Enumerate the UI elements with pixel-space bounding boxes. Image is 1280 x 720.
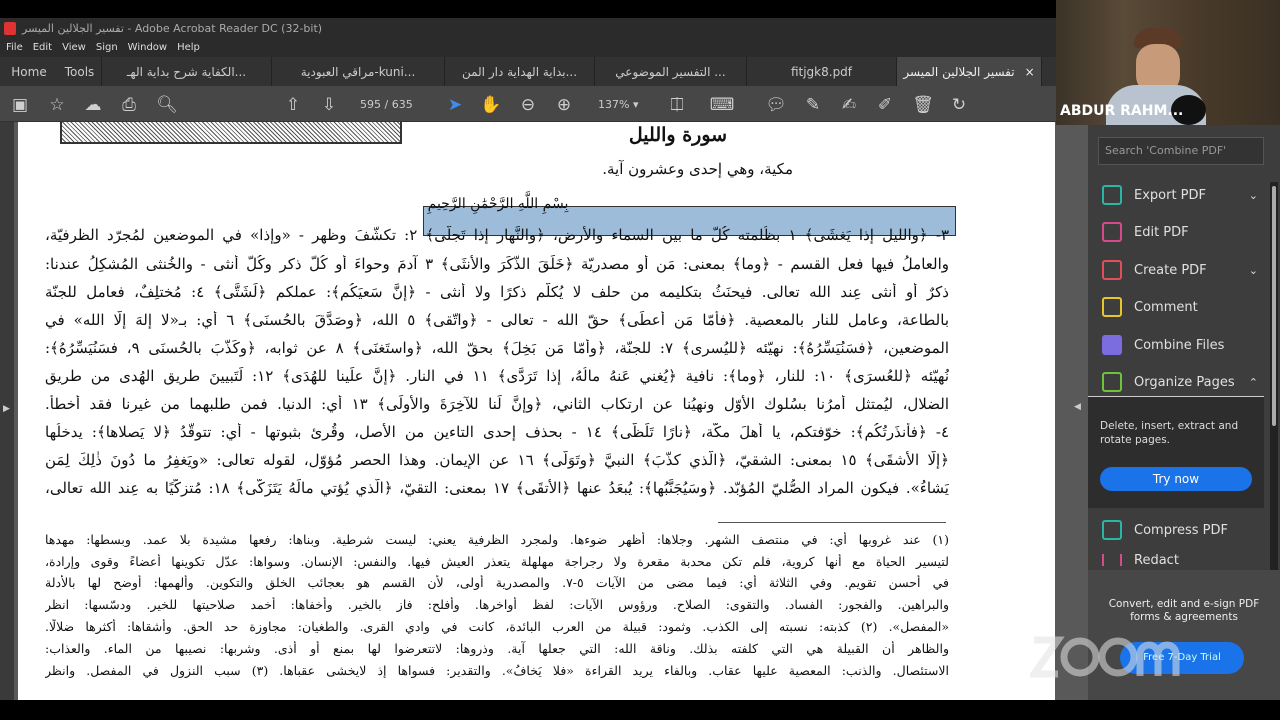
footnote-line: في أحسن تقويم. وفي الثلاثة أي: فيما مضى من الآيات ٥-٧. والمصدرية أولى، لأن القسم هو بعجائب الخلق والتكوين. وألهمها: أوضح لها بالأدلة — [45, 575, 949, 590]
menu-file[interactable]: File — [6, 42, 23, 53]
menu-bar — [0, 38, 1056, 57]
tool-combine-files[interactable]: Combine Files — [1102, 335, 1258, 355]
tab-active-document[interactable] — [897, 57, 1042, 86]
ornament-border — [60, 122, 402, 144]
save-icon[interactable]: ▣ — [11, 95, 29, 115]
page-indicator[interactable]: 595 / 635 — [360, 98, 413, 111]
window-title: تفسير الجلالين الميسر - Adobe Acrobat Reader DC (32-bit) — [22, 21, 323, 35]
select-cursor-icon[interactable]: ➤ — [447, 95, 463, 115]
title-bar — [0, 18, 1056, 38]
toolbar — [0, 86, 1056, 122]
upload-cloud-icon[interactable]: ☁ — [84, 95, 102, 115]
text-line: يَشاءُ». فيكون المراد الصُّليّ المُؤبّد. ﴿وسَيُجَنَّبُها﴾: يُبعَدُ عنها ﴿الأتقَى﴾ ١٧ بمعنى: التقيّ، ﴿الّذي يُؤتي مالَهُ يَتَزَكَّى﴾ ١٨: مُتزكّيًا به عِند الله تعالى، — [45, 479, 949, 497]
footnote-line: لتيسير الحياة مع أنها كروية، فلم تكن محدبة مقعرة ولا رجراجة مهلهلة يتعذر العيش فيها. والنفس: الإنسان. وسواها: عدّل تكوينها أعضاءً وقوى وإرادة، — [45, 554, 949, 569]
menu-sign[interactable]: Sign — [95, 42, 118, 53]
tool-create-pdf[interactable]: Create PDF ⌄ — [1102, 260, 1258, 280]
zoom-in-icon[interactable]: ⊕ — [556, 95, 572, 115]
text-line: نُهيّئه ﴿للعُسرَى﴾ ١٠: للنار، ﴿وما﴾: نافية ﴿يُغني عَنهُ مالُهُ، إذا تَرَدَّى﴾ ١١ في النار. ﴿إنَّ علَينا للهُدَى﴾ ١٢: لَتَبيينَ طريقِ الهُدى من طريق — [45, 367, 949, 385]
try-now-button[interactable]: Try now — [1100, 467, 1252, 491]
tab-document[interactable]: الكفاية شرح بداية الهـ... — [102, 57, 272, 86]
chevron-down-icon: ⌄ — [1248, 188, 1258, 202]
highlight-pen-icon[interactable]: ✎ — [805, 95, 821, 115]
rotate-icon[interactable]: ↻ — [951, 95, 967, 115]
zoom-level-dropdown[interactable]: 137% ▾ — [598, 98, 639, 111]
search-tools-input[interactable]: Search 'Combine PDF' — [1098, 137, 1264, 165]
search-zoom-icon[interactable]: 🔍︎ — [156, 95, 178, 115]
text-line: الموضعين، ﴿فسَنُيَسِّرُهُ﴾: نهيّئه ﴿لليُسرى﴾ ٧: للجنّة، ﴿وأمّا مَن بَخِلَ﴾ بحقّ الله، ﴿واستَغنَى﴾ ٨ عن ثوابه، ﴿وكَذَّبَ بالحُسنَى ٩، فسَنُيَسِّرُهُ﴾: — [45, 339, 949, 357]
text-line: بالطاعة، وعامل للنار بالمعصية. ﴿فأمّا مَن أعطَى﴾ حقّ الله - تعالى - ﴿واتّقى﴾ ٥ الله، ﴿وصَدَّقَ بالحُسنَى﴾ ٦ أي: بـ«لا إلهَ إلّا الله» في — [45, 311, 949, 329]
promo-card — [1088, 570, 1280, 700]
tool-compress-pdf[interactable]: Compress PDF — [1102, 520, 1258, 540]
chevron-up-icon: ⌃ — [1248, 375, 1258, 389]
hand-tool-icon[interactable]: ✋ — [480, 95, 502, 115]
fit-page-icon[interactable]: ⎅ — [670, 95, 684, 115]
edit-pdf-icon — [1102, 222, 1122, 242]
text-line: ٤- ﴿فأنذَرتُكُم﴾: خوّفتكم، يا أهلَ مكّة، ﴿نارًا تَلَظَّى﴾ ١٤ - بحذف إحدى التاءين من الأصل، وقُرئ بثبوتها - أي: تتوقّدُ ﴿لا يَصلاها﴾: يدخلُها — [45, 423, 949, 441]
free-trial-button[interactable]: Free 7-Day Trial — [1120, 642, 1244, 674]
tool-organize-pages[interactable]: Organize Pages ⌃ — [1102, 372, 1258, 392]
tab-label: تفسير الجلالين الميسر — [903, 64, 1015, 79]
left-panel-toggle[interactable]: ▶ — [0, 122, 14, 700]
menu-view[interactable]: View — [62, 42, 86, 53]
organize-description: Delete, insert, extract and rotate pages. — [1100, 420, 1239, 446]
tab-document[interactable]: بداية الهداية دار المن... — [445, 57, 595, 86]
combine-files-icon — [1102, 335, 1122, 355]
menu-edit[interactable]: Edit — [32, 42, 53, 53]
text-line: ﴿إلّا الأشقَى﴾ ١٥ بمعنى: الشقيّ، ﴿الّذي كذَّبَ﴾ النبيَّ ﴿وتَوَلَّى﴾ ١٦ عن الإيمان. وهذا الحصر مُؤوّل، لقوله تعالى: «ويَغفِرُ ما دُونَ ذٰلِكَ لِمَن — [45, 451, 949, 469]
footnote-divider — [718, 522, 946, 523]
fill-sign-icon[interactable]: ✐ — [877, 95, 893, 115]
text-line: الضلال، ليُمتثل أمرُنا بسُلوك الأوّل ونهيُنا عن ارتكاب الثاني، ﴿وإنَّ لَنا للآخِرَةَ والأُولَى﴾ ١٣ أي: الدنيا. فمن طلبهما من غيرنا فقد أخطأ. — [45, 395, 949, 413]
menu-window[interactable]: Window — [127, 42, 168, 53]
basmala: بِسْمِ اللَّهِ الرَّحْمَٰنِ الرَّحِيمِ — [427, 196, 569, 212]
footnote-line: الاستئصال. والذنب: المعصية عليها عقاب. وبالفاء يريد القراءة «فلا يَخافُ». والتقدير: فسواها إذ لايخشى عقباها. (٣) سبب النزول في المفصل. وانظر — [45, 663, 949, 678]
right-panel-toggle[interactable]: ◀ — [1074, 402, 1081, 412]
tab-document[interactable]: مراقي العبودية-kuni... — [272, 57, 445, 86]
previous-page-icon[interactable]: ⇧ — [285, 95, 301, 115]
tab-document[interactable]: التفسير الموضوعي ... — [595, 57, 747, 86]
organize-pages-card — [1088, 396, 1264, 508]
tab-tools[interactable]: Tools — [58, 57, 102, 86]
footnote-line: والظاهر أن القبيلة هي التي كلفته بذلك. وناقة الله: التي جعلها آية. وذروها: لاتتعرضوا لها بمنع أو أذى. وشربها: نصيبها من الماء. والعذاب: — [45, 641, 949, 656]
sign-icon[interactable]: ✍ — [841, 95, 857, 115]
tab-home[interactable]: Home — [11, 64, 47, 79]
tool-redact[interactable]: Redact — [1102, 554, 1258, 566]
create-pdf-icon — [1102, 260, 1122, 280]
acrobat-icon — [4, 22, 16, 35]
next-page-icon[interactable]: ⇩ — [321, 95, 337, 115]
text-line: ٣- ﴿والليلِ إذا يَغشَى﴾ ١ بظُلمته كُلّ ما بين السماء والأرض، ﴿والنَّهارِ إذا تَجلَّى﴾ ٢: تكشّفَ وظهر - «وإذا» في الموضعين لمُجرّد الظرفيّة، — [45, 226, 949, 244]
redact-icon — [1102, 554, 1122, 566]
tools-panel — [1088, 122, 1280, 700]
organize-pages-icon — [1102, 372, 1122, 392]
surah-subtitle: مكية، وهي إحدى وعشرون آية. — [602, 160, 793, 178]
footnote-line: (١) عند غروبها أي: في منتصف الشهر. وجلاها: أظهر ضوءها. ولمجرد الظرفية يعني: ليست شرطية. وبناها: رفعها مشيدة بلا عمد. وبسطها: مهدها — [45, 532, 949, 547]
comment-icon — [1102, 297, 1122, 317]
chevron-down-icon: ⌄ — [1248, 263, 1258, 277]
pdf-page — [18, 122, 1055, 700]
close-tab-icon[interactable]: × — [1024, 64, 1035, 79]
tab-bar — [0, 57, 1056, 86]
text-line: ذكرٌ أو أنثى عِند الله تعالى. فيحنَثُ بتكليمه من حلف لا يُكلّم ذكرًا ولا أُنثى - ﴿إنَّ سَعيَكُم﴾: عملكم ﴿لَشَتَّى﴾ ٤: مُختلِفٌ، فعامل للجنّة — [45, 283, 949, 301]
footnote-line: «المفصل». (٢) كذبته: نسبته إلى الكذب. وثمود: قبيلة من العرب البائدة، كانت في وادي القرى. والطغيان: مجاوزة حد الحق. وأشقاها: أكثرها ضلالًا. — [45, 619, 949, 634]
scroll-mode-icon[interactable]: ⌨ — [709, 95, 735, 115]
export-pdf-icon — [1102, 185, 1122, 205]
participant-name: ABDUR RAHM... — [1060, 103, 1184, 119]
print-icon[interactable]: ⎙ — [122, 95, 136, 115]
text-line: والعاملُ فيها فعل القسم - ﴿وما﴾ بمعنى: مَن أو مصدريّة ﴿خَلَقَ الذَّكَرَ والأُنثَى﴾ ٣ آدمَ وحواءَ أو كُلَّ ذكر وكُلَّ أُنثى - والخُنثى المُشكِلُ عندنا: — [45, 255, 949, 273]
footnote-line: والبراهين. والفجور: الفساد. والتقوى: الصلاح. ورؤوس الآيات: لفظ أواخرها. وأفلح: فاز بالخير. وأخفاها: أخمد صلاحيتها للخير. ودسّسها: انظر — [45, 597, 949, 612]
compress-pdf-icon — [1102, 520, 1122, 540]
panel-scrollbar[interactable] — [1270, 182, 1278, 632]
bookmark-star-icon[interactable]: ☆ — [49, 95, 65, 115]
menu-help[interactable]: Help — [177, 42, 200, 53]
promo-text: Convert, edit and e-sign PDF forms & agreements — [1108, 598, 1260, 623]
tool-export-pdf[interactable]: Export PDF ⌄ — [1102, 185, 1258, 205]
tool-comment[interactable]: Comment — [1102, 297, 1258, 317]
surah-title: سورة والليل — [628, 124, 728, 146]
tool-edit-pdf[interactable]: Edit PDF — [1102, 222, 1258, 242]
zoom-out-icon[interactable]: ⊖ — [520, 95, 536, 115]
delete-icon[interactable]: 🗑︎ — [912, 95, 934, 115]
webcam-video — [1056, 0, 1280, 125]
comment-icon[interactable]: 💬︎ — [765, 95, 787, 115]
tab-document[interactable]: fitjgk8.pdf — [747, 57, 897, 86]
